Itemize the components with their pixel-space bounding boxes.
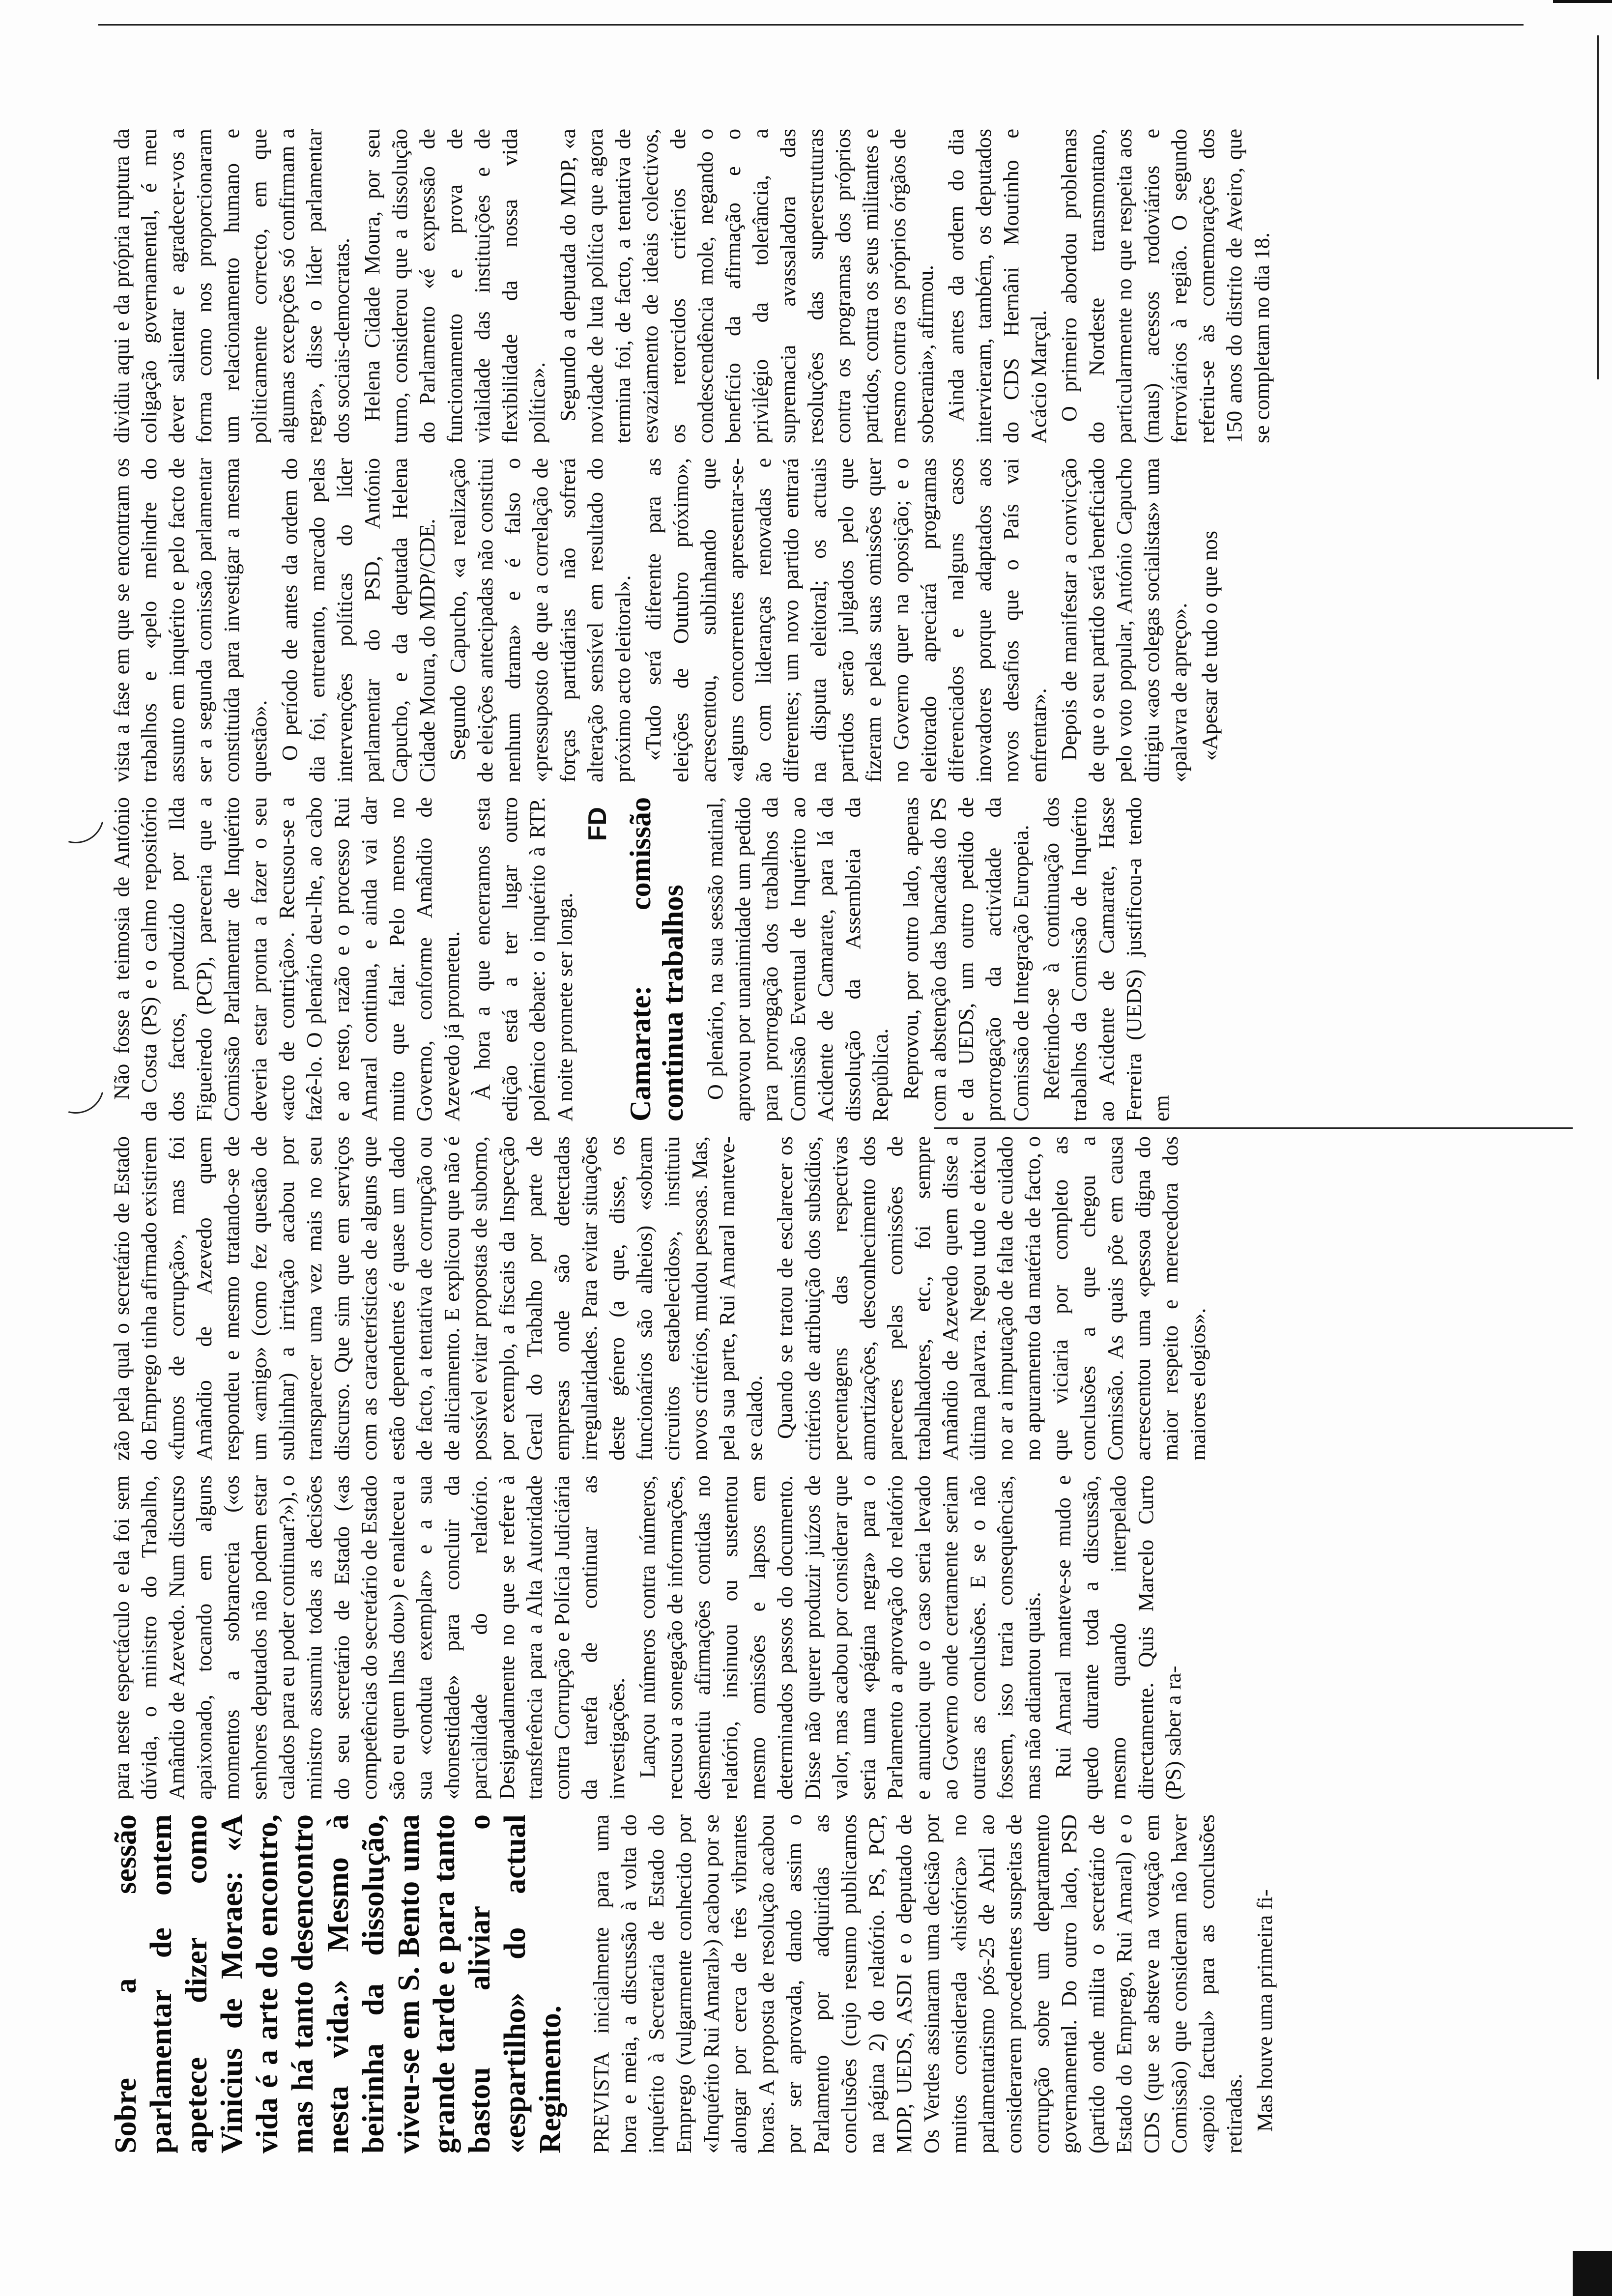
column-rule <box>934 1127 1573 1129</box>
scan-corner-blot <box>1553 0 1612 3</box>
article-lead-paragraph: PREVISTA inicialmente para uma hora e meia, a discussão à volta do inquérito à Secretaria de Estado do Emprego (vulgarmente conhecido por «Inquérito Rui Amaral») acabou por se alongar por cerca de três vibrantes horas. A proposta de resolução acabou por ser aprovada, dando assim o Parlamento por adquiridas as conclusões (cujo resumo publicamos na página 2) do relatório. PS, PCP, MDP, UEDS, ASDI e o deputado de Os Verdes assinaram uma decisão por muitos considerada «histórica» no parlamentarismo pós-25 de Abril ao considerarem procedentes suspeitas de corrupção sobre um departamento governamental. Do outro lado, PSD (partido onde milita o secretário de Estado do Emprego, Rui Amaral) e o CDS (que se absteve na votação em Comissão) que consideram não haver «apoio factual» para as conclusões retiradas. <box>589 1814 1246 2153</box>
article-column-5 <box>108 458 1583 782</box>
article-paragraph: zão pela qual o secretário de Estado do Emprego tinha afirmado existirem «fumos de corrupção», mas foi Amândio de Azevedo quem respondeu e mesmo tratando-se de um «amigo» (como fez questão de sublinhar) a irritação acabou por transparecer uma vez mais no seu discurso. Que sim que em serviços com as características de alguns que estão dependentes é quase um dado de facto, a tentativa de corrupção ou de aliciamento. E explicou que não é possível evitar propostas de suborno, por exemplo, a fiscais da Inspecção Geral do Trabalho por parte de empresas onde são detectadas irregularidades. Para evitar situações deste género (a que, disse, os funcionários são alheios) «sobram circuitos estabelecidos», instituiu novos critérios, mudou pessoas. Mas, pela sua parte, Rui Amaral manteve-se calado. <box>110 1136 767 1461</box>
article-paragraph: Rui Amaral manteve-se mudo e quedo durante toda a discussão, mesmo quando interpelado directamente. Quis Marcelo Curto (PS) saber a ra- <box>1051 1475 1185 1800</box>
article-paragraph: «Tudo será diferente para as eleições de Outubro próximo», acrescentou, sublinhando que «alguns concorrentes apresentar-se-ão com lideranças renovadas e diferentes; um novo partido entrará na disputa eleitoral; os actuais partidos serão julgados pelo que fizeram e pelas suas omissões quer no Governo quer na oposição; e o eleitorado apreciará programas diferenciados e nalguns casos inovadores porque adaptados aos novos desafios que o País vai enfrentar». <box>641 458 1051 782</box>
article-paragraph: vista a fase em que se encontram os trabalhos e «pelo melindre do assunto em inquérito e pelo facto de ser a segunda comissão parlamentar constituída para investigar a mesma questão». <box>110 458 271 782</box>
page-edge-rule <box>98 24 1524 26</box>
top-page-rule <box>1597 35 1599 379</box>
article-paragraph: dividiu aqui e da própria ruptura da coligação governamental, é meu dever salientar e agradecer-vos a forma como nos proporcionaram um relacionamento humano e politicamente correcto, em que algumas excepções só confirmam a regra», disse o líder parlamentar dos sociais-democratas. <box>110 129 354 443</box>
article-column-3 <box>108 1136 1583 1461</box>
sidebar-headline: Camarate: comissão continua trabalhos <box>624 797 689 1121</box>
article-paragraph: Quando se tratou de esclarecer os critérios de atribuição dos subsídios, percentagens das respectivas amortizações, desconhecimento dos pareceres pelas comissões de trabalhadores, etc., foi sempre Amândio de Azevedo quem disse a última palavra. Negou tudo e deixou no ar a imputação de falta de cuidado no apuramento da matéria de facto, o que viciaria por completo as conclusões a que chegou a Comissão. As quais põe em causa acrescentou uma «pessoa digna do maior respeito e merecedora dos maiores elogios». <box>773 1136 1210 1461</box>
sidebar-paragraph: Reprovou, por outro lado, apenas com a abstenção das bancadas do PS e da UEDS, um outro pedido de prorrogação da actividade da Comissão de Integração Europeia. <box>899 797 1033 1121</box>
sidebar-paragraph: Referindo-se à continuação dos trabalhos da Comissão de Inquérito ao Acidente de Camarate, Hasse Ferreira (UEDS) justificou-a tendo em <box>1039 797 1174 1121</box>
article-paragraph: Segundo Capucho, «a realização de eleições antecipadas não constitui nenhum drama» e é falso o «pressuposto de que a correlação de forças partidárias não sofrerá alteração sensível em resultado do próximo acto eleitoral». <box>446 458 635 782</box>
article-paragraph: Depois de manifestar a convicção de que o seu partido será beneficiado pelo voto popular, António Capucho dirigiu «aos colegas socialistas» uma «palavra de apreço». <box>1057 458 1191 782</box>
article-paragraph: para neste espectáculo e ela foi sem dúvida, o ministro do Trabalho, Amândio de Azevedo. Num discurso apaixonado, tocando em alguns momentos a sobranceria («os senhores deputados não podem estar calados para eu poder continuar?»), o ministro assumiu todas as decisões do seu secretário de Estado («as competências do secretário de Estado são eu quem lhas dou») e enalteceu a sua «conduta exemplar» e a sua «honestidade» para concluir da parcialidade do relatório. Designadamente no que se refere à transferência para a Alta Autoridade contra Corrupção e Polícia Judiciária da tarefa de continuar as investigações. <box>110 1475 629 1800</box>
article-paragraph: Não fosse a teimosia de António da Costa (PS) e o calmo repositório dos factos, produzido por Ilda Figueiredo (PCP), pareceria que a Comissão Parlamentar de Inquérito deveria estar pronta a fazer o seu «acto de contrição». Recusou-se a fazê-lo. O plenário deu-lhe, ao cabo e ao resto, razão e o processo Rui Amaral continua, e ainda vai dar muito que falar. Pelo menos no Governo, conforme Amândio de Azevedo já prometeu. <box>110 797 464 1121</box>
article-paragraph: Mas houve uma primeira fi- <box>1253 1889 1277 2132</box>
article-column-2 <box>108 1475 1583 1800</box>
article-paragraph: «Apesar de tudo o que nos <box>1198 530 1222 761</box>
article-paragraph: O período de antes da ordem do dia foi, entretanto, marcado pelas intervenções políticas do líder parlamentar do PSD, António Capucho, e da deputada Helena Cidade Moura, do MDP/CDE. <box>278 458 439 782</box>
article-column-1 <box>108 1814 1583 2153</box>
article-paragraph: Helena Cidade Moura, por seu turno, considerou que a dissolução do Parlamento «é expressão de funcionamento e prova de vitalidade das instituições e de flexibilidade da nossa vida política». <box>360 129 549 443</box>
article-column-4 <box>108 797 1583 1121</box>
article-paragraph: Ainda antes da ordem do dia intervieram, também, os deputados do CDS Hernâni Moutinho e Acácio Marçal. <box>944 129 1051 443</box>
article-paragraph: À hora a que encerramos esta edição está a ter lugar outro polémico debate: o inquérito à RTP. A noite promete ser longa. <box>470 797 577 1121</box>
article-paragraph: Segundo a deputada do MDP, «a novidade de luta política que agora termina foi, de facto, a tentativa de esvaziamento de ideais colectivos, os retorcidos critérios de condescendência mole, negando o benefício da afirmação e o privilégio da tolerância, a supremacia avassaladora das resoluções das superestruturas contra os programas dos próprios partidos, contra os seus militantes e mesmo contra os próprios órgãos de soberania», afirmou. <box>556 129 938 443</box>
article-headline: Sobre a sessão parlamentar de ontem apetece dizer como Vinicius de Moraes: «A vida é a arte do encontro, mas há tanto desencontro nesta vida.» Mesmo à beirinha da dissolução, viveu-se em S. Bento uma grande tarde e para tanto bastou aliviar o «espartilho» do actual Regimento. <box>109 1814 567 2153</box>
sidebar-paragraph: O plenário, na sua sessão matinal, aprovou por unanimidade um pedido para prorrogação dos trabalhos da Comissão Eventual de Inquérito ao Acidente de Camarate, para lá da dissolução da Assembleia da República. <box>703 797 892 1121</box>
author-signature: FD <box>583 807 612 841</box>
article-paragraph: O primeiro abordou problemas do Nordeste transmontano, particularmente no que respeita aos (maus) acessos rodoviários e ferroviários à região. O segundo referiu-se às comemorações dos 150 anos do distrito de Aveiro, que se completam no dia 18. <box>1057 129 1274 443</box>
scan-corner-blot <box>1573 2251 1612 2296</box>
article-paragraph: Lançou números contra números, recusou a sonegação de informações, desmentiu afirmações contidas no relatório, insinuou ou sustentou mesmo omissões e lapsos em determinados passos do documento. Disse não querer produzir juízos de valor, mas acabou por considerar que seria uma «página negra» para o Parlamento a aprovação do relatório e anunciou que o caso seria levado ao Governo onde certamente seriam outras as conclusões. E se o não fossem, isso traria consequências, mas não adiantou quais. <box>635 1475 1045 1800</box>
article-column-6 <box>108 129 1583 443</box>
